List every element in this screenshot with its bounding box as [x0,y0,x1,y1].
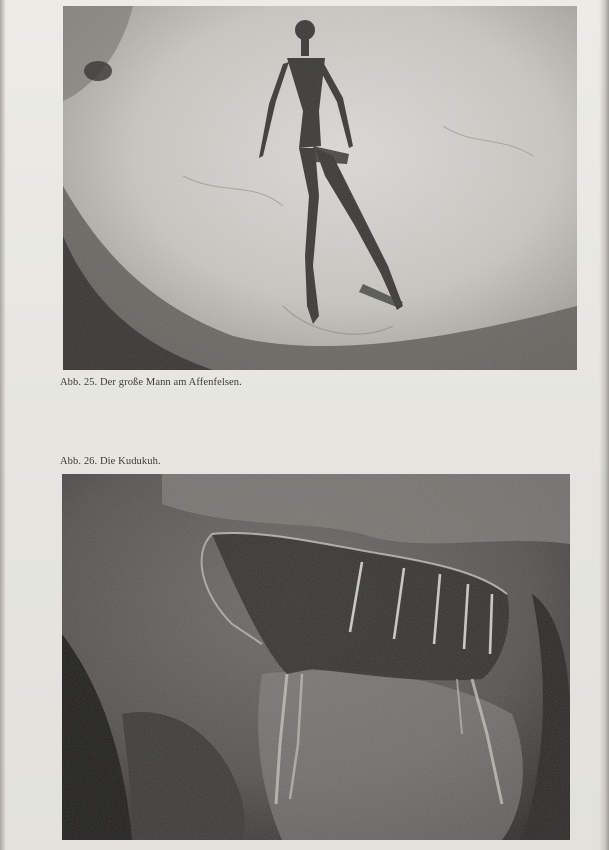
rock-painting-photo-kudu [62,474,570,840]
rock-painting-man-image [63,6,577,370]
rock-painting-kudu-image [62,474,570,840]
page-edge [599,0,609,850]
figure-25-caption: Abb. 25. Der große Mann am Affenfelsen. [60,377,242,388]
figure-26-caption: Abb. 26. Die Kudukuh. [60,456,161,467]
page-spine-shadow [0,0,6,850]
rock-painting-photo-man [63,6,577,370]
